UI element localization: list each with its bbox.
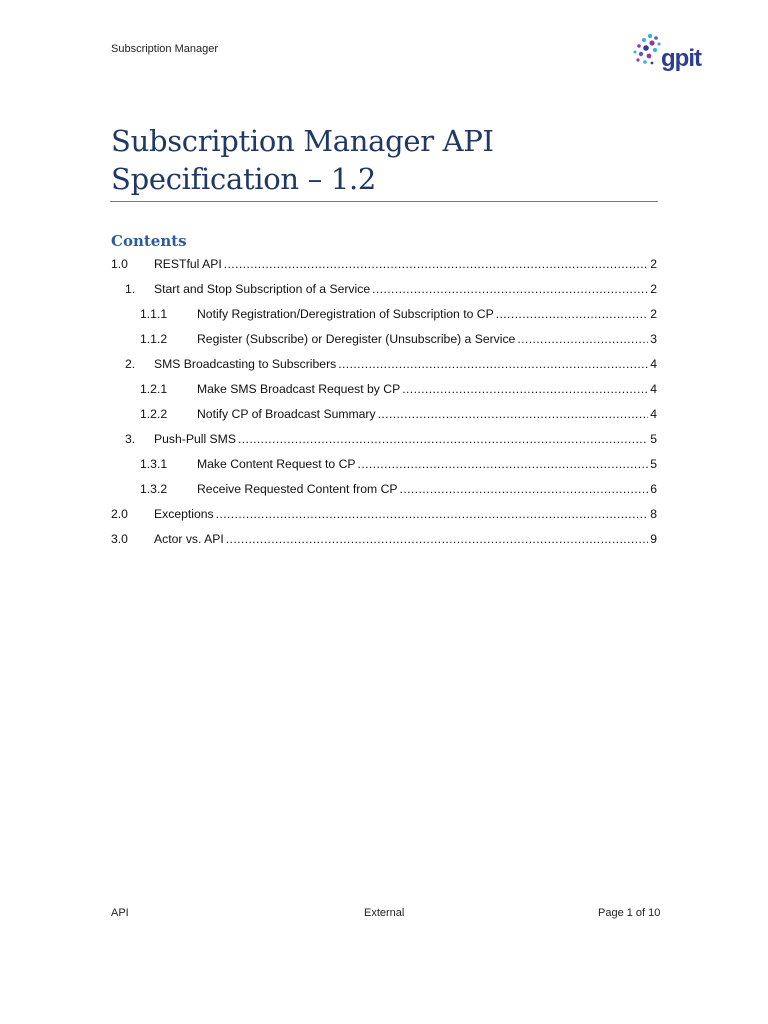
toc-entry-number: 1.1.2 [140,332,168,346]
footer-center-text: External [364,907,405,919]
toc-entry-title[interactable]: Make Content Request to CP [197,457,356,471]
footer-left-text: API [111,907,129,919]
toc-dot-leader [224,254,648,274]
toc-dot-leader [238,429,648,449]
toc-entry-number: 2. [125,357,136,371]
toc-entry-title[interactable]: Notify Registration/Deregistration of Subscription to CP [197,307,494,321]
toc-entry[interactable] [111,454,657,479]
toc-entry-page[interactable]: 2 [650,282,657,296]
toc-entry-number: 1.2.1 [140,382,168,396]
toc-entry[interactable] [111,254,657,279]
toc-dot-leader [226,529,648,549]
toc-entry-page[interactable]: 6 [650,482,657,496]
toc-entry-number: 3. [125,432,136,446]
title-divider [110,201,658,202]
header-title: Subscription Manager [111,43,219,55]
toc-entry[interactable] [111,354,657,379]
toc-dot-leader [358,454,649,474]
toc-entry-title[interactable]: RESTful API [154,257,222,271]
logo-text: gpit [661,45,701,72]
toc-entry-page[interactable]: 9 [650,532,657,546]
toc-entry-number: 3.0 [111,532,128,546]
toc-entry-title[interactable]: Register (Subscribe) or Deregister (Unsubscribe) a Service [197,332,516,346]
toc-entry[interactable] [111,529,657,554]
toc-entry[interactable] [111,304,657,329]
toc-entry[interactable] [111,379,657,404]
toc-entry-title[interactable]: SMS Broadcasting to Subscribers [154,357,337,371]
toc-entry-page[interactable]: 5 [650,457,657,471]
toc-dot-leader [496,304,649,324]
toc-entry-title[interactable]: Start and Stop Subscription of a Service [154,282,371,296]
toc-entry-page[interactable]: 3 [650,332,657,346]
toc-entry-title[interactable]: Push-Pull SMS [154,432,236,446]
toc-entry-number: 1.1.1 [140,307,168,321]
toc-entry-page[interactable]: 4 [650,407,657,421]
toc-entry-page[interactable]: 5 [650,432,657,446]
toc-entry-page[interactable]: 4 [650,357,657,371]
toc-dot-leader [216,504,649,524]
toc-entry-page[interactable]: 4 [650,382,657,396]
toc-dot-leader [517,329,648,349]
toc-entry-number: 1.0 [111,257,128,271]
toc-dot-leader [372,279,648,299]
table-of-contents [111,254,657,554]
gpit-logo [630,32,716,74]
toc-entry-page[interactable]: 2 [650,307,657,321]
toc-entry-title[interactable]: Make SMS Broadcast Request by CP [197,382,401,396]
toc-entry-page[interactable]: 8 [650,507,657,521]
toc-dot-leader [400,479,649,499]
toc-entry-number: 1. [125,282,136,296]
toc-entry[interactable] [111,429,657,454]
toc-entry[interactable] [111,279,657,304]
document-title: Subscription Manager API Specification – 1.2 [111,124,494,196]
toc-entry-title[interactable]: Receive Requested Content from CP [197,482,398,496]
toc-entry[interactable] [111,404,657,429]
toc-dot-leader [338,354,648,374]
toc-entry-title[interactable]: Notify CP of Broadcast Summary [197,407,376,421]
toc-dot-leader [378,404,649,424]
toc-entry-page[interactable]: 2 [650,257,657,271]
toc-entry-title[interactable]: Actor vs. API [154,532,224,546]
toc-entry[interactable] [111,479,657,504]
toc-entry-number: 2.0 [111,507,128,521]
toc-entry-number: 1.3.2 [140,482,168,496]
toc-entry-number: 1.2.2 [140,407,168,421]
toc-dot-leader [402,379,648,399]
page-number: Page 1 of 10 [598,907,661,919]
toc-entry[interactable] [111,504,657,529]
toc-entry-number: 1.3.1 [140,457,168,471]
toc-entry-title[interactable]: Exceptions [154,507,214,521]
logo-dots-icon [634,34,661,65]
toc-entry[interactable] [111,329,657,354]
contents-heading: Contents [111,232,187,250]
